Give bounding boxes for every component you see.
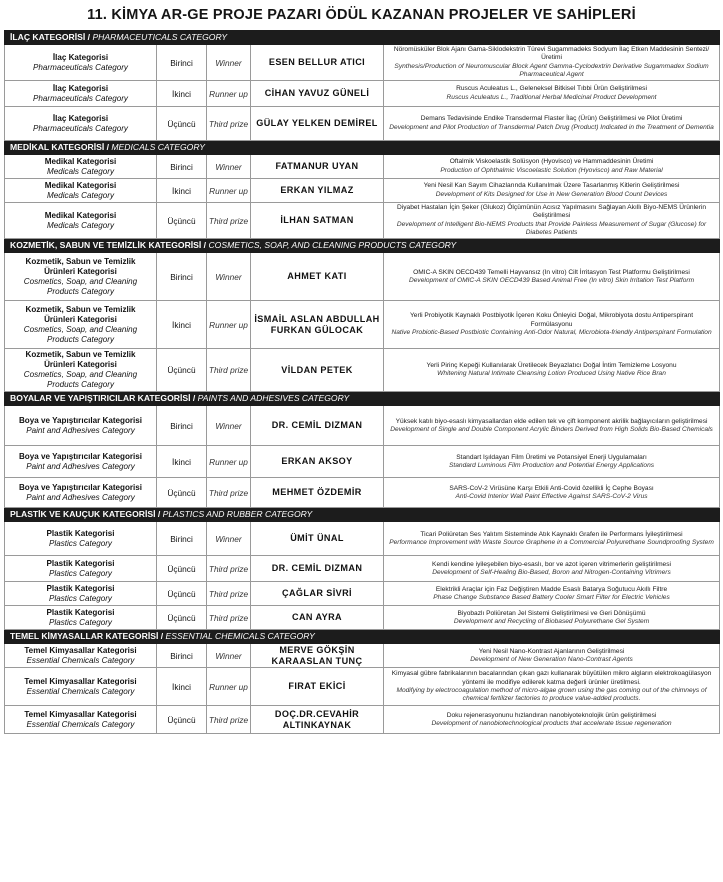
section-header — [5, 141, 720, 155]
category-en: Essential Chemicals Category — [26, 655, 135, 665]
section-title-tr: İLAÇ KATEGORİSİ — [10, 32, 86, 42]
table-row — [5, 668, 720, 706]
winner-name-cell: ÜMİT ÜNAL — [251, 522, 384, 556]
rank-cell: Birinci — [157, 522, 207, 556]
prize-cell: Runner up — [207, 81, 251, 107]
winner-name-cell: GÜLAY YELKEN DEMİREL — [251, 107, 384, 141]
category-tr: İlaç Kategorisi — [52, 52, 109, 62]
project-title-en: Anti-Covid Interior Wall Paint Effective Against SARS-CoV-2 Virus — [455, 492, 648, 500]
project-title-en: Native Probiotic-Based Postbiotic Containing Anti-Odor Natural, Microbiota-friendly Antiperspirant Formulation — [391, 329, 712, 337]
project-title-en: Ruscus Aculeatus L., Traditional Herbal Medicinal Product Development — [446, 93, 657, 101]
project-cell — [384, 253, 720, 301]
winner-name-cell: DR. CEMİL DIZMAN — [251, 556, 384, 582]
section-title-separator: / — [201, 240, 209, 251]
rank-cell: Birinci — [157, 45, 207, 81]
project-title-tr: Kimyasal gübre fabrikalarının bacalarından çıkan gazı kullanarak büyütülen mikro algların elektrokoagülasyon yöntemi ile modifiye edilerek katma değerli ürünler üretilmesi. — [391, 670, 712, 686]
category-tr: Plastik Kategorisi — [46, 607, 115, 617]
table-row — [5, 606, 720, 630]
project-title-en: Development of nanobiotechnological products that accelerate tissue regeneration — [431, 719, 672, 727]
project-title-en: Synthesis/Production of Neuromuscular Block Agent Gamma-Cyclodextrin Derivative Sugammadex Sodium Pharmaceutical Agent — [394, 62, 709, 78]
category-cell — [5, 107, 157, 141]
rank-cell: Birinci — [157, 406, 207, 446]
project-title-en: Development of Intelligent Bio-NEMS Products that Provide Painless Measurement of Sugar (Glucose) for Diabetes Patients — [396, 220, 707, 237]
category-tr: Medikal Kategorisi — [44, 156, 117, 166]
section-title-en: MEDICALS CATEGORY — [111, 142, 205, 153]
section-title-tr: MEDİKAL KATEGORİSİ — [10, 142, 105, 153]
table-row — [5, 406, 720, 446]
table-row — [5, 582, 720, 606]
project-title-en: Standard Luminous Film Production and Potential Energy Applications — [449, 461, 655, 469]
rank-cell: İkinci — [157, 179, 207, 203]
project-title-tr: Yerli Probiyotik Kaynaklı Postbiyotik İçeren Koku Önleyici Doğal, Mikrobiyota dostu Antiperspirant Formülasyonu — [410, 312, 694, 328]
category-tr: Kozmetik, Sabun ve Temizlik Ürünleri Kategorisi — [25, 256, 136, 276]
prize-cell: Runner up — [207, 301, 251, 349]
category-cell — [5, 155, 157, 179]
winner-name-cell: VİLDAN PETEK — [251, 349, 384, 392]
section-title — [5, 392, 720, 406]
table-row — [5, 203, 720, 239]
category-cell — [5, 522, 157, 556]
project-title-tr: OMIC-A SKIN OECD439 Temelli Hayvansız (In vitro) Cilt İrritasyon Test Platformu Geliştirilmesi — [413, 268, 690, 276]
winner-name-cell: FATMANUR UYAN — [251, 155, 384, 179]
project-cell — [384, 446, 720, 478]
category-tr: Boya ve Yapıştırıcılar Kategorisi — [18, 451, 143, 461]
project-cell — [384, 522, 720, 556]
project-cell — [384, 107, 720, 141]
category-en: Essential Chemicals Category — [26, 719, 135, 729]
prize-cell: Runner up — [207, 179, 251, 203]
rank-cell: Üçüncü — [157, 203, 207, 239]
project-title-en: Performance Improvement with Waste Source Graphene in a Commercial Polyurethane Soundproofing System — [389, 538, 714, 546]
rank-cell: İkinci — [157, 446, 207, 478]
rank-cell: Üçüncü — [157, 706, 207, 734]
category-en: Pharmaceuticals Category — [33, 93, 128, 103]
project-title-tr: Standart Işıldayan Film Üretimi ve Potansiyel Enerji Uygulamaları — [456, 453, 647, 461]
section-title — [5, 31, 720, 45]
project-cell — [384, 45, 720, 81]
section-header — [5, 31, 720, 45]
prize-cell: Third prize — [207, 606, 251, 630]
project-cell — [384, 644, 720, 668]
prize-cell: Winner — [207, 522, 251, 556]
rank-cell: Üçüncü — [157, 582, 207, 606]
category-en: Cosmetics, Soap, and Cleaning Products Category — [23, 276, 138, 296]
category-cell — [5, 668, 157, 706]
awards-table — [4, 30, 720, 734]
prize-cell: Winner — [207, 45, 251, 81]
project-cell — [384, 606, 720, 630]
category-tr: Temel Kimyasallar Kategorisi — [24, 645, 137, 655]
prize-cell: Third prize — [207, 706, 251, 734]
section-title-separator: / — [155, 509, 163, 520]
project-title-tr: SARS-CoV-2 Virüsüne Karşı Etkili Anti-Covid özellikli İç Cephe Boyası — [449, 484, 654, 492]
project-cell — [384, 81, 720, 107]
project-title-tr: Elektrikli Araçlar için Faz Değiştiren Madde Esaslı Batarya Soğutucu Akıllı Filtre — [435, 585, 668, 593]
project-title-tr: Diyabet Hastaları İçin Şeker (Glukoz) Ölçümünün Acısız Yapılmasını Sağlayan Akıllı Biyo-NEMS Ürünlerin Geliştirilmesi — [397, 204, 707, 220]
section-title-en: ESSENTIAL CHEMICALS CATEGORY — [165, 631, 315, 642]
project-title-tr: Demans Tedavisinde Endike Transdermal Flaster İlaç (Ürün) Geliştirilmesi ve Pilot Üretimi — [420, 115, 683, 123]
table-row — [5, 706, 720, 734]
project-cell — [384, 203, 720, 239]
winner-name-cell: ÇAĞLAR SİVRİ — [251, 582, 384, 606]
section-title-tr: PLASTİK VE KAUÇUK KATEGORİSİ — [10, 509, 156, 520]
table-row — [5, 45, 720, 81]
section-title-tr: BOYALAR VE YAPIŞTIRICILAR KATEGORİSİ — [10, 393, 191, 404]
project-cell — [384, 155, 720, 179]
prize-cell: Third prize — [207, 107, 251, 141]
category-cell — [5, 203, 157, 239]
project-title-tr: Nöromüsküler Blok Ajanı Gama-Siklodekstrin Türevi Sugammadeks Sodyum İlaç Etken Maddesinin Sentezi/Üretimi — [393, 46, 710, 62]
category-tr: Temel Kimyasallar Kategorisi — [24, 676, 137, 686]
rank-cell: Üçüncü — [157, 556, 207, 582]
project-title-en: Development of Kits Designed for Use in New Generation Blood Count Devices — [435, 190, 668, 198]
winner-name-cell: DOÇ.DR.CEVAHİR ALTINKAYNAK — [251, 706, 384, 734]
category-tr: Temel Kimyasallar Kategorisi — [24, 709, 137, 719]
project-cell — [384, 582, 720, 606]
project-cell — [384, 349, 720, 392]
category-en: Cosmetics, Soap, and Cleaning Products Category — [23, 370, 138, 390]
table-row — [5, 253, 720, 301]
rank-cell: Birinci — [157, 253, 207, 301]
winner-name-cell: ERKAN AKSOY — [251, 446, 384, 478]
category-cell — [5, 81, 157, 107]
category-tr: Kozmetik, Sabun ve Temizlik Ürünleri Kategorisi — [25, 350, 136, 370]
project-title-en: Modifying by electrocoagulation method of micro-algae grown using the gas coming out of the chimneys of chemical fertilizer factories to produce value-added products. — [396, 686, 707, 703]
section-header — [5, 630, 720, 644]
winner-name-cell: AHMET KATI — [251, 253, 384, 301]
rank-cell: Üçüncü — [157, 478, 207, 508]
project-title-tr: Oftalmik Viskoelastik Solüsyon (Hyovisco) ve Hammaddesinin Üretimi — [449, 158, 654, 166]
category-en: Plastics Category — [49, 593, 112, 603]
table-row — [5, 179, 720, 203]
section-title-separator: / — [104, 142, 112, 153]
project-cell — [384, 556, 720, 582]
category-cell — [5, 45, 157, 81]
category-cell — [5, 253, 157, 301]
category-en: Plastics Category — [49, 538, 112, 548]
project-title-tr: Yüksek katılı biyo-esaslı kimyasallardan elde edilen tek ve çift komponent akrilik bağlayıcıların geliştirilmesi — [395, 417, 708, 425]
category-en: Medicals Category — [46, 190, 115, 200]
section-title-separator: / — [158, 631, 166, 642]
section-header — [5, 508, 720, 522]
section-title-en: PHARMACEUTICALS CATEGORY — [92, 32, 228, 42]
project-cell — [384, 478, 720, 508]
page-title: 11. KİMYA AR-GE PROJE PAZARI ÖDÜL KAZANAN PROJELER VE SAHİPLERİ — [87, 7, 636, 23]
section-header — [5, 392, 720, 406]
rank-cell: Üçüncü — [157, 606, 207, 630]
category-tr: Kozmetik, Sabun ve Temizlik Ürünleri Kategorisi — [25, 304, 136, 324]
project-title-en: Whitening Natural Intimate Cleansing Lotion Produced Using Native Rice Bran — [437, 370, 666, 378]
category-tr: İlaç Kategorisi — [52, 83, 109, 93]
category-en: Paint and Adhesives Category — [26, 425, 135, 435]
project-title-en: Development and Pilot Production of Transdermal Patch Drug (Product) Indicated in the Treatment of Dementia — [389, 123, 714, 131]
project-cell — [384, 301, 720, 349]
winner-name-cell: FIRAT EKİCİ — [251, 668, 384, 706]
category-cell — [5, 556, 157, 582]
prize-cell: Winner — [207, 253, 251, 301]
project-title-en: Phase Change Substance Based Battery Cooler Smart Filter for Electric Vehicles — [433, 593, 670, 601]
category-cell — [5, 582, 157, 606]
prize-cell: Winner — [207, 644, 251, 668]
project-title-en: Development of OMIC-A SKIN OECD439 Based Animal Free (In vitro) Skin Irritation Test Platform — [408, 276, 695, 284]
project-title-en: Development and Recycling of Biobased Polyurethane Gel System — [453, 617, 650, 625]
winner-name-cell: CİHAN YAVUZ GÜNELİ — [251, 81, 384, 107]
category-cell — [5, 446, 157, 478]
table-row — [5, 81, 720, 107]
rank-cell: İkinci — [157, 81, 207, 107]
prize-cell: Third prize — [207, 556, 251, 582]
table-row — [5, 301, 720, 349]
winner-name-cell: ERKAN YILMAZ — [251, 179, 384, 203]
project-title-tr: Doku rejenerasyonunu hızlandıran nanobiyoteknolojik ürün geliştirilmesi — [446, 711, 657, 719]
project-title-en: Development of Single and Double Component Acrylic Binders Derived from High Solids Bio-Based Chemicals — [390, 425, 713, 433]
category-cell — [5, 179, 157, 203]
table-row — [5, 644, 720, 668]
winner-name-cell: ESEN BELLUR ATICI — [251, 45, 384, 81]
project-title-tr: Yeni Nesil Nano-Kontrast Ajanlarının Geliştirilmesi — [478, 647, 625, 655]
project-cell — [384, 706, 720, 734]
section-title-tr: TEMEL KİMYASALLAR KATEGORİSİ — [10, 631, 159, 642]
prize-cell: Winner — [207, 406, 251, 446]
project-title-en: Development of Self-Healing Bio-Based, Boron and Nitrogen-Containing Vitrimers — [432, 568, 671, 576]
section-title-en: COSMETICS, SOAP, AND CLEANING PRODUCTS CATEGORY — [208, 240, 457, 251]
category-en: Medicals Category — [46, 166, 115, 176]
prize-cell: Third prize — [207, 582, 251, 606]
category-en: Pharmaceuticals Category — [33, 123, 128, 133]
category-en: Plastics Category — [49, 568, 112, 578]
category-en: Pharmaceuticals Category — [33, 62, 128, 72]
category-cell — [5, 706, 157, 734]
section-title-en: PLASTICS AND RUBBER CATEGORY — [162, 509, 313, 520]
project-title-en: Production of Ophthalmic Viscoelastic Solution (Hyovisco) and Raw Material — [440, 166, 663, 174]
category-en: Cosmetics, Soap, and Cleaning Products Category — [23, 324, 138, 344]
category-cell — [5, 644, 157, 668]
table-row — [5, 349, 720, 392]
winner-name-cell: DR. CEMİL DIZMAN — [251, 406, 384, 446]
category-tr: İlaç Kategorisi — [52, 113, 109, 123]
category-tr: Boya ve Yapıştırıcılar Kategorisi — [18, 482, 143, 492]
winner-name-cell: İLHAN SATMAN — [251, 203, 384, 239]
prize-cell: Third prize — [207, 349, 251, 392]
table-row — [5, 478, 720, 508]
rank-cell: İkinci — [157, 668, 207, 706]
section-title — [5, 508, 720, 522]
category-tr: Plastik Kategorisi — [46, 558, 115, 568]
section-title — [5, 141, 720, 155]
project-title-en: Development of New Generation Nano-Contrast Agents — [470, 655, 633, 663]
category-en: Medicals Category — [46, 220, 115, 230]
section-title-separator: / — [85, 32, 93, 42]
table-row — [5, 446, 720, 478]
category-cell — [5, 349, 157, 392]
category-cell — [5, 478, 157, 508]
category-tr: Plastik Kategorisi — [46, 528, 115, 538]
prize-cell: Third prize — [207, 203, 251, 239]
prize-cell: Third prize — [207, 478, 251, 508]
project-cell — [384, 406, 720, 446]
project-cell — [384, 179, 720, 203]
category-en: Paint and Adhesives Category — [26, 461, 135, 471]
project-title-tr: Ruscus Aculeatus L., Geleneksel Bitkisel Tıbbi Ürün Geliştirilmesi — [456, 85, 647, 93]
project-title-tr: Yeni Nesil Kan Sayım Cihazlarında Kullanılmak Üzere Tasarlanmış Kitlerin Geliştirilmesi — [423, 182, 680, 190]
table-row — [5, 155, 720, 179]
winner-name-cell: MEHMET ÖZDEMİR — [251, 478, 384, 508]
category-tr: Medikal Kategorisi — [44, 210, 117, 220]
project-cell — [384, 668, 720, 706]
category-tr: Medikal Kategorisi — [44, 180, 117, 190]
project-title-tr: Yerli Pirinç Kepeği Kullanılarak Üretilecek Beyazlatıcı Doğal İntim Temizleme Losyonu — [426, 362, 677, 370]
winner-name-cell: İSMAİL ASLAN ABDULLAH FURKAN GÜLOCAK — [251, 301, 384, 349]
category-en: Essential Chemicals Category — [26, 686, 135, 696]
section-title — [5, 239, 720, 253]
project-title-tr: Biyobazlı Poliüretan Jel Sistemi Geliştirilmesi ve Geri Dönüşümü — [457, 609, 646, 617]
category-en: Plastics Category — [49, 617, 112, 627]
category-en: Paint and Adhesives Category — [26, 492, 135, 502]
table-row — [5, 107, 720, 141]
section-title-separator: / — [190, 393, 198, 404]
winner-name-cell: CAN AYRA — [251, 606, 384, 630]
table-row — [5, 522, 720, 556]
category-cell — [5, 301, 157, 349]
rank-cell: Üçüncü — [157, 107, 207, 141]
prize-cell: Runner up — [207, 668, 251, 706]
category-tr: Boya ve Yapıştırıcılar Kategorisi — [18, 415, 143, 425]
prize-cell: Runner up — [207, 446, 251, 478]
section-title-en: PAINTS AND ADHESIVES CATEGORY — [197, 393, 350, 404]
section-title-tr: KOZMETİK, SABUN VE TEMİZLİK KATEGORİSİ — [10, 240, 202, 251]
rank-cell: İkinci — [157, 301, 207, 349]
project-title-tr: Kendi kendine iyileşebilen biyo-esaslı, bor ve azot içeren vitrimerlerin geliştirilmesi — [432, 560, 671, 568]
rank-cell: Birinci — [157, 155, 207, 179]
rank-cell: Birinci — [157, 644, 207, 668]
section-title — [5, 630, 720, 644]
category-tr: Plastik Kategorisi — [46, 583, 115, 593]
category-cell — [5, 406, 157, 446]
prize-cell: Winner — [207, 155, 251, 179]
rank-cell: Üçüncü — [157, 349, 207, 392]
category-cell — [5, 606, 157, 630]
table-row — [5, 556, 720, 582]
project-title-tr: Ticari Poliüretan Ses Yalıtım Sisteminde Atık Kaynaklı Grafen ile Performans İyileştirilmesi — [420, 530, 683, 538]
section-header — [5, 239, 720, 253]
winner-name-cell: MERVE GÖKŞİN KARAASLAN TUNÇ — [251, 644, 384, 668]
